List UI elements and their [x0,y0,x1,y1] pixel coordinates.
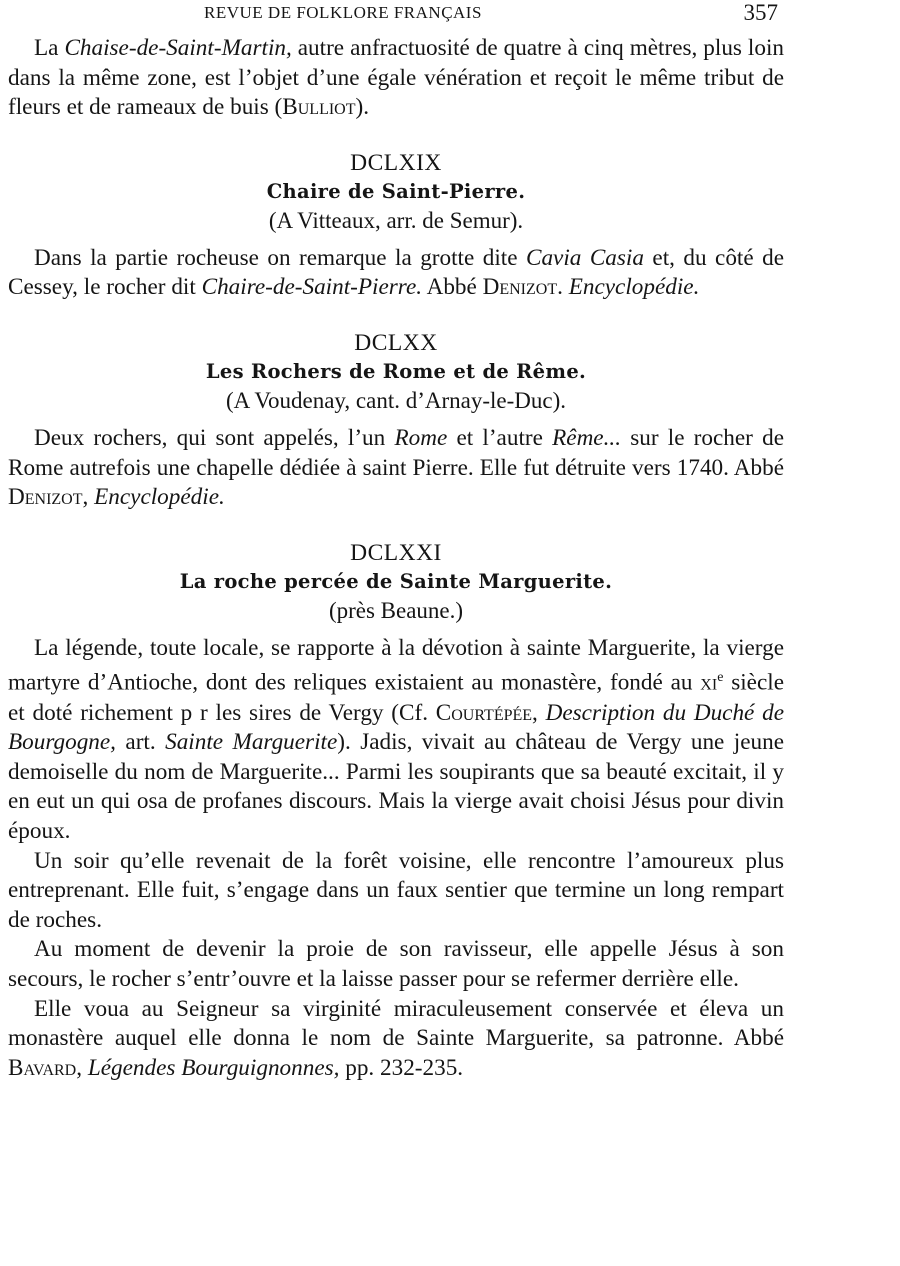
section-paragraph: Un soir qu’elle revenait de la forêt voisine, elle rencontre l’amoureux plus entreprenant. Elle fuit, s’engage dans un faux sentier que termine un long rempart de roches. [8,847,784,933]
section-place: (près Beaune.) [328,597,464,623]
running-head: REVUE DE FOLKLORE FRANÇAIS [204,3,482,22]
section-title: Chaire de Saint-Pierre. [266,179,526,203]
intro-paragraph: La Chaise-de-Saint-Martin, autre anfractuosité de quatre à cinq mètres, plus loin dans la même zone, est l’objet d’une égale vénération et reçoit le même tribut de fleurs et de rameaux de buis (Bulliot). [8,35,784,121]
section-number: DCLXXI [350,539,442,566]
page [8,0,784,1083]
section-paragraph: Deux rochers, qui sont appelés, l’un Rome et l’autre Rême... sur le rocher de Rome autrefois une chapelle dédiée à saint Pierre. Elle fut détruite vers 1740. Abbé Denizot, Encyclopédie. [8,424,784,511]
page-header [8,0,784,34]
section-number: DCLXX [354,329,438,356]
section-paragraph: Dans la partie rocheuse on remarque la grotte dite Cavia Casia et, du côté de Cessey, le rocher dit Chaire-de-Saint-Pierre. Abbé Denizot. Encyclopédie. [8,244,784,301]
section-paragraph: Au moment de devenir la proie de son ravisseur, elle appelle Jésus à son secours, le rocher s’entr’ouvre et la laisse passer pour se refermer derrière elle. [8,936,784,993]
section-place: (A Voudenay, cant. d’Arnay-le-Duc). [226,387,566,413]
section-title: Les Rochers de Rome et de Rême. [205,359,587,383]
page-number: 357 [743,0,778,25]
section-paragraph: Elle voua au Seigneur sa virginité miraculeusement conservée et éleva un monastère auquel elle donna le nom de Sainte Marguerite, sa patronne. Abbé Bavard, Légendes Bourguignonnes, pp. 232-235. [8,995,784,1081]
section-number: DCLXIX [350,149,442,176]
section-paragraph: La légende, toute locale, se rapporte à la dévotion à sainte Marguerite, la vierge martyre d’Antioche, dont des reliques existaient au monastère, fondé au $xi^e$ siècle et doté richement p r les sires de Vergy (Cf. Courtépée, Description du Duché de Bourgogne, art. Sainte Marguerite). Jadis, vivait au château de Vergy une jeune demoiselle du nom de Marguerite... Parmi les soupirants que sa beauté excitait, il y en eut un qui osa de profanes discours. Mais la vierge avait choisi Jésus pour divin époux. [8,634,785,845]
section-place: (A Vitteaux, arr. de Semur). [268,207,524,233]
section-title: La roche percée de Sainte Marguerite. [179,569,613,593]
